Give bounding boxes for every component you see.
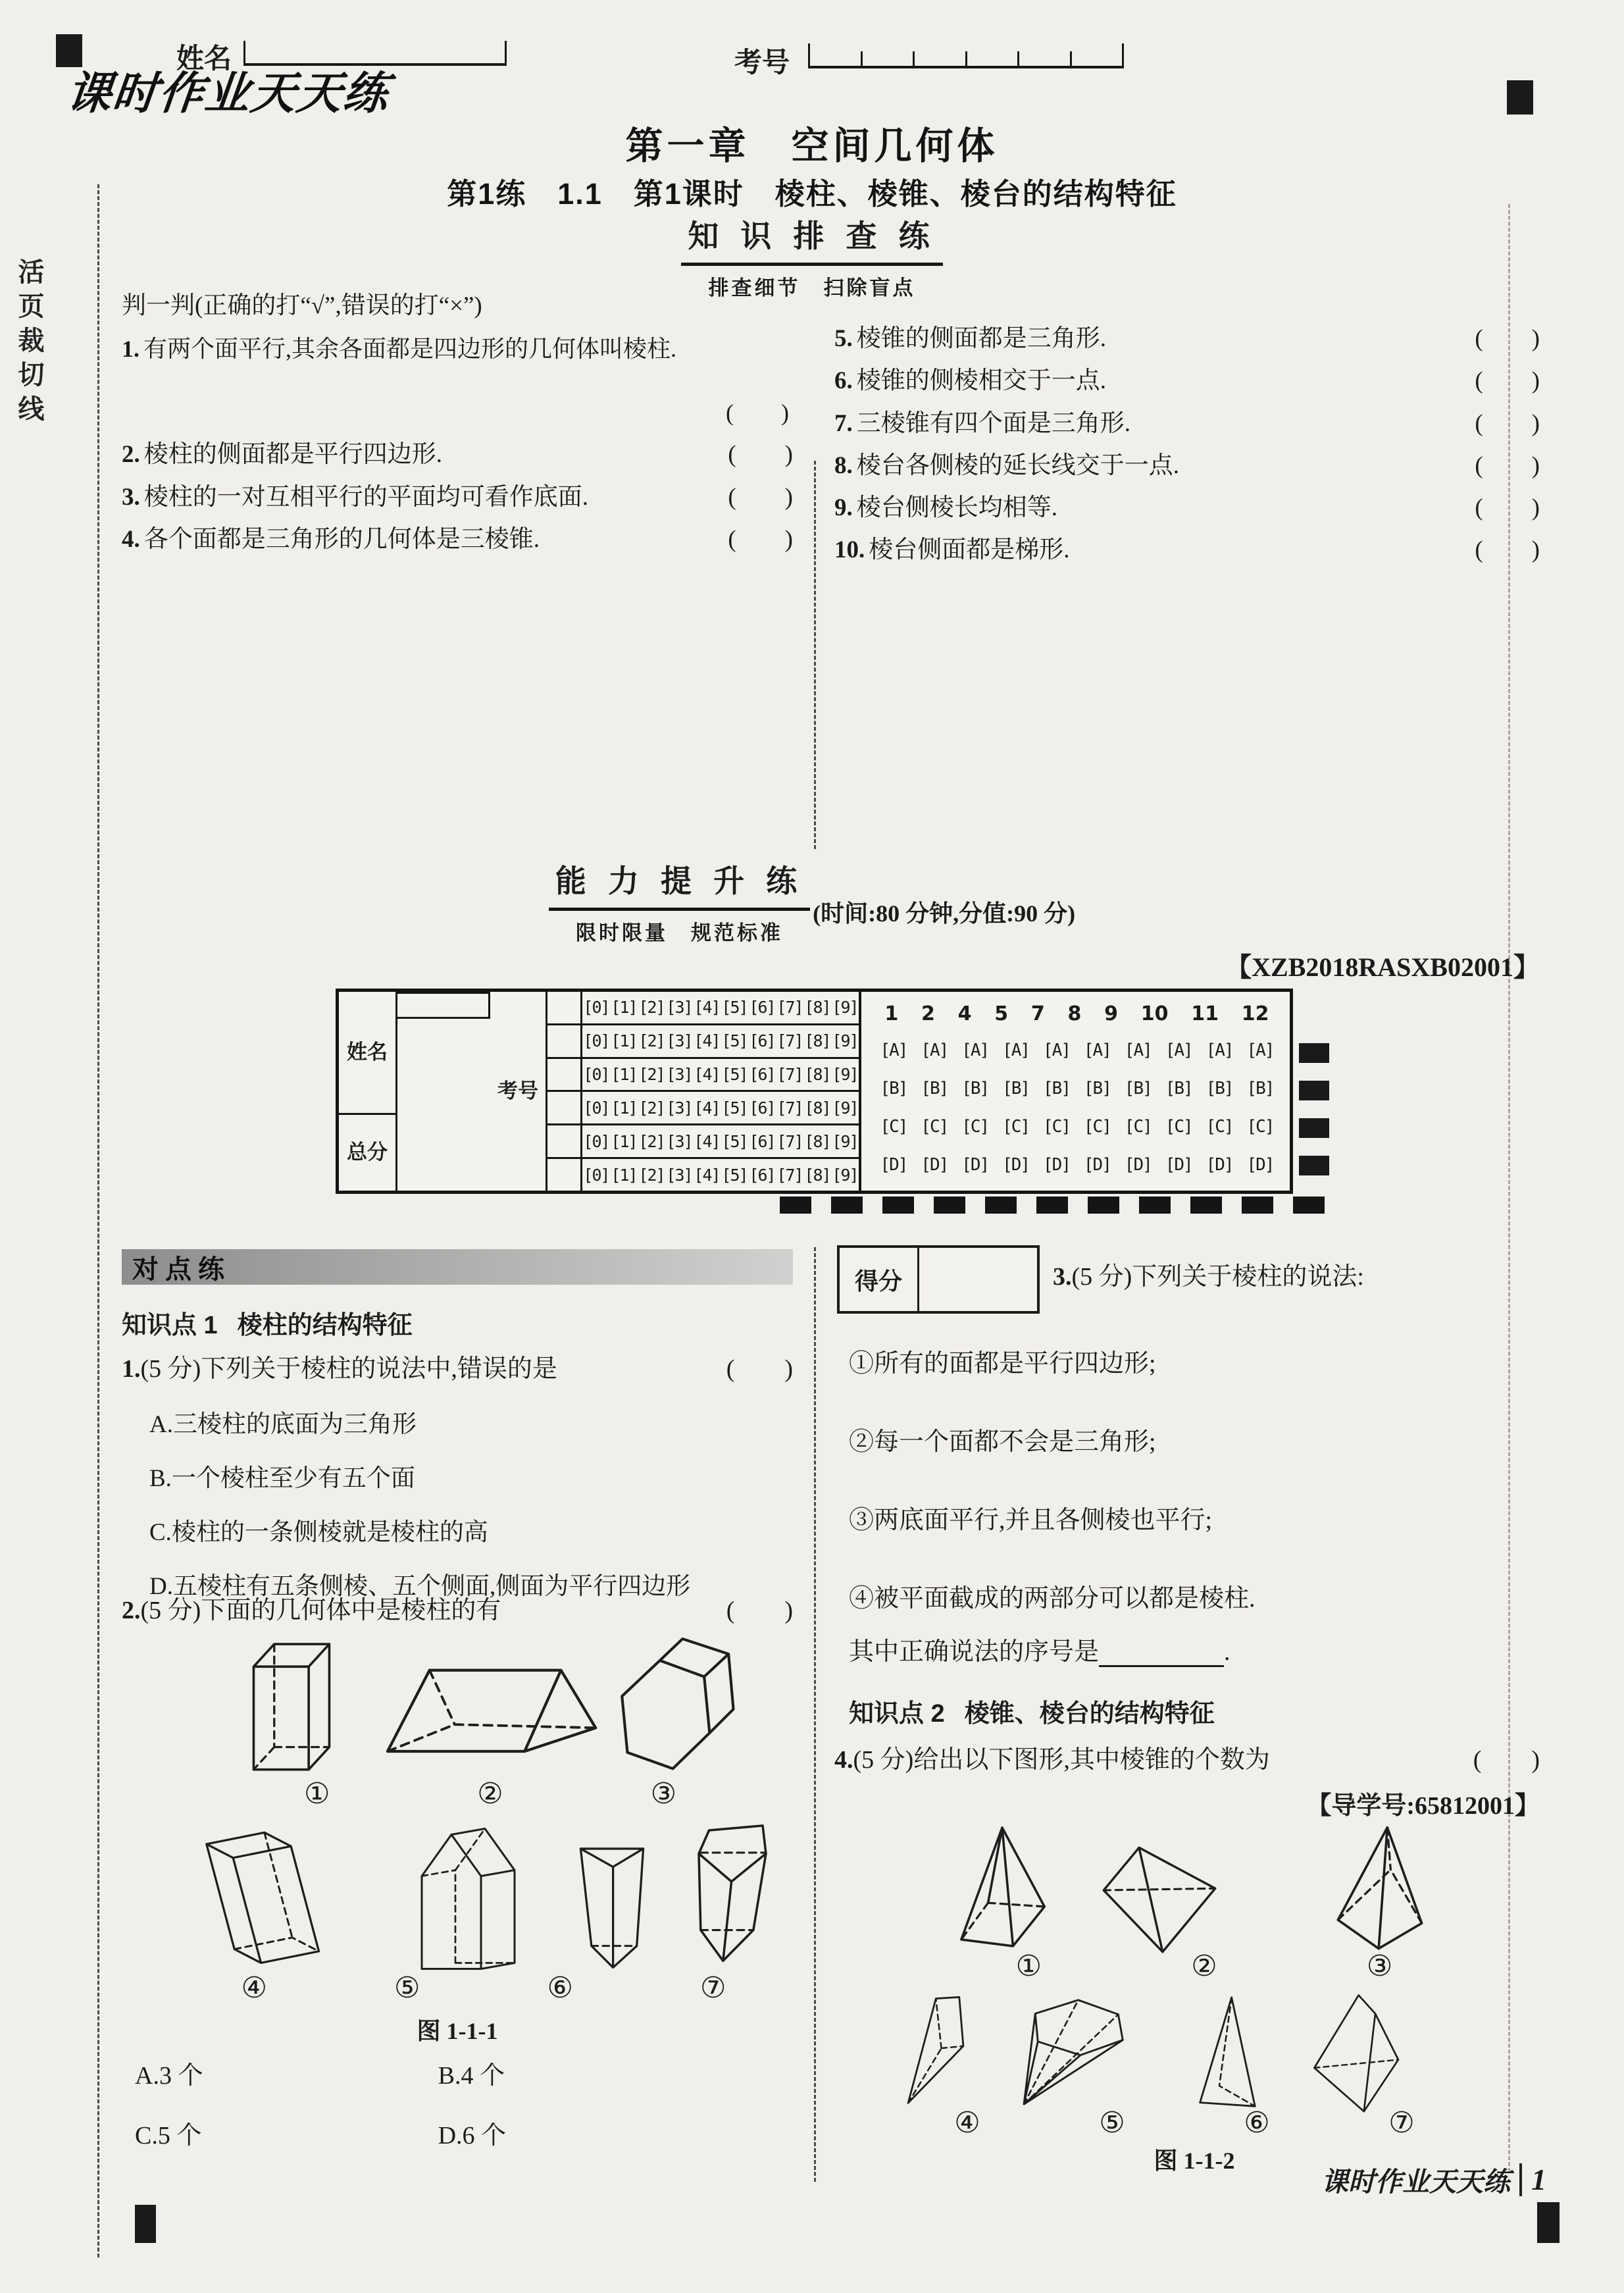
- option-bubble: [C]: [1165, 1117, 1192, 1137]
- option-bubble: [C]: [1246, 1117, 1274, 1137]
- figure-label: ⑤: [1099, 2107, 1125, 2139]
- digit-bubble: [5]: [721, 1031, 748, 1051]
- digit-row: [582, 1025, 859, 1059]
- figure-pyramid-3: [1331, 1822, 1429, 1953]
- ability-subtitle: 限时限量 规范标准: [576, 921, 783, 944]
- timing-mark-row: [780, 1197, 1326, 1214]
- column-divider-bottom: [814, 1247, 816, 2182]
- sheet-exam-label: 考号: [490, 992, 547, 1191]
- registration-mark-bottom-right: [1537, 2202, 1560, 2243]
- digit-bubble: [4]: [694, 1031, 720, 1051]
- option-bubble: [D]: [1205, 1155, 1233, 1175]
- option-bubble: [B]: [1165, 1079, 1192, 1098]
- kp1-label: 知识点 1: [122, 1312, 218, 1339]
- judge-item-text: 9. 棱台侧棱长均相等.: [834, 494, 1057, 521]
- judge-item: [122, 482, 793, 513]
- figure-pyramid-6: [1196, 1993, 1259, 2110]
- judge-item-text: 10. 棱台侧面都是梯形.: [834, 536, 1070, 564]
- judge-item: [834, 493, 1540, 523]
- answer-sheet-right: [861, 992, 1290, 1191]
- digit-bubble: [2]: [638, 1031, 665, 1051]
- judge-item-1: [122, 334, 793, 364]
- digit-bubble: [1]: [611, 1098, 637, 1118]
- knowledge-check-subtitle: 排查细节 扫除盲点: [708, 276, 916, 299]
- knowledge-point-1: [122, 1304, 413, 1341]
- statement: ②每一个面都不会是三角形;: [849, 1428, 1156, 1456]
- answer-option: A.3 个: [135, 2062, 203, 2090]
- question-1-options: [149, 1404, 793, 1601]
- option-bubble: [D]: [921, 1155, 948, 1175]
- option-bubble: [B]: [1002, 1079, 1030, 1098]
- digit-row: [582, 1092, 859, 1125]
- digit-bubble: [8]: [804, 1065, 830, 1085]
- knowledge-point-2: [849, 1693, 1215, 1729]
- digit-row: [582, 1159, 859, 1191]
- digit-bubble: [5]: [721, 1065, 748, 1085]
- judge-item: [122, 440, 793, 470]
- option-bubble: [A]: [1043, 1041, 1070, 1060]
- option-bubble: [D]: [961, 1155, 989, 1175]
- figure-1-1-1-caption: 图 1-1-1: [417, 2018, 498, 2044]
- statement: ①所有的面都是平行四边形;: [849, 1350, 1156, 1378]
- question-number: 10: [1140, 1002, 1169, 1025]
- chapter-title: 第一章 空间几何体: [625, 125, 999, 167]
- figure-label: ⑦: [700, 1972, 726, 2004]
- question-number: 7: [1030, 1002, 1045, 1025]
- digit-bubble: [7]: [776, 1131, 803, 1151]
- option-bubble: [C]: [1002, 1117, 1030, 1137]
- book-title: 课时作业天天练: [64, 68, 392, 118]
- digit-bubble: [2]: [638, 998, 665, 1018]
- digit-bubble-grid: [582, 992, 859, 1191]
- judge-item-1-paren: ( ): [726, 399, 789, 426]
- figure-label: ③: [1366, 1950, 1393, 1982]
- digit-bubble: [6]: [749, 1031, 775, 1051]
- judge-item-text: 8. 棱台各侧棱的延长线交于一点.: [834, 451, 1179, 479]
- option-bubble: [A]: [921, 1041, 948, 1060]
- digit-bubble: [9]: [832, 1165, 858, 1185]
- option-bubble: [D]: [880, 1155, 907, 1175]
- answer-option: D.6 个: [438, 2122, 507, 2150]
- option-bubble: [C]: [1083, 1117, 1111, 1137]
- option: B.一个棱柱至少有五个面: [149, 1465, 415, 1492]
- question-4-stem: 4.(5 分)给出以下图形,其中棱锥的个数为: [834, 1746, 1270, 1774]
- page-number: 1: [1531, 2163, 1546, 2196]
- question-number: 12: [1241, 1002, 1269, 1025]
- digit-bubble: [3]: [666, 1065, 692, 1085]
- answer-option: C.5 个: [135, 2122, 202, 2150]
- digit-bubble: [8]: [804, 1098, 830, 1118]
- answer-paren: ( ): [1475, 494, 1540, 521]
- answer-paren: ( ): [1475, 536, 1540, 564]
- digit-row: [582, 1125, 859, 1159]
- question-2: [122, 1589, 793, 1626]
- answer-paren: ( ): [726, 1597, 793, 1624]
- option-row-a: [873, 1031, 1281, 1069]
- option-bubble: [C]: [1205, 1117, 1233, 1137]
- figure-label: ①: [303, 1778, 330, 1810]
- paper-code: 【XZB2018RASXB02001】: [1225, 952, 1540, 982]
- score-box-value: [919, 1248, 1037, 1311]
- option-bubble: [A]: [961, 1041, 989, 1060]
- option-bubble: [B]: [1205, 1079, 1233, 1098]
- question-3-statements: [849, 1343, 1540, 1656]
- digit-bubble: [2]: [638, 1098, 665, 1118]
- judge-item: [834, 324, 1540, 354]
- judge-item-text: 5. 棱锥的侧面都是三角形.: [834, 325, 1106, 352]
- figure-1-1-2-caption: 图 1-1-2: [1154, 2148, 1235, 2174]
- digit-bubble: [1]: [611, 1031, 637, 1051]
- digit-bubble: [0]: [583, 1165, 609, 1185]
- figure-prism-7: [676, 1822, 788, 1967]
- question-2-stem: 2.(5 分)下面的几何体中是棱柱的有: [122, 1597, 501, 1624]
- digit-bubble: [4]: [694, 1065, 720, 1085]
- digit-bubble: [4]: [694, 998, 720, 1018]
- digit-bubble: [3]: [666, 1098, 692, 1118]
- question-number: 8: [1067, 1002, 1082, 1025]
- left-cut-line: [97, 184, 99, 2257]
- digit-row: [582, 1059, 859, 1093]
- option-bubble: [B]: [1124, 1079, 1152, 1098]
- score-box: [837, 1245, 1040, 1314]
- figure-pyramid-1: [953, 1822, 1052, 1953]
- figure-labels-row: [895, 2106, 1474, 2140]
- option-bubble: [C]: [880, 1117, 907, 1137]
- kp2-title: 棱锥、棱台的结构特征: [964, 1700, 1215, 1728]
- option: A.三棱柱的底面为三角形: [149, 1411, 417, 1438]
- option-bubble: [B]: [880, 1079, 907, 1098]
- digit-bubble: [8]: [804, 1165, 830, 1185]
- option-row-c: [873, 1108, 1281, 1146]
- ability-time-score: (时间:80 分钟,分值:90 分): [813, 900, 1076, 927]
- digit-bubble: [9]: [832, 1065, 858, 1085]
- answer-sheet-label-column: [339, 992, 397, 1191]
- option-bubble: [D]: [1246, 1155, 1274, 1175]
- answer-paren: ( ): [1473, 1746, 1540, 1774]
- footer-divider: [1519, 2163, 1522, 2196]
- digit-bubble: [1]: [611, 998, 637, 1018]
- judge-item-text: 7. 三棱锥有四个面是三角形.: [834, 409, 1130, 437]
- digit-bubble: [4]: [694, 1165, 720, 1185]
- sheet-name-label: 姓名: [339, 992, 395, 1115]
- answer-paren: ( ): [726, 1355, 793, 1383]
- duidian-banner-label: 对点练: [132, 1254, 231, 1284]
- option-bubble: [D]: [1165, 1155, 1192, 1175]
- timing-mark: [1299, 1118, 1329, 1138]
- digit-bubble: [6]: [749, 1065, 775, 1085]
- question-number: 5: [994, 1002, 1009, 1025]
- figure-label: ④: [954, 2107, 980, 2139]
- question-3-stem: 3.(5 分)下列关于棱柱的说法:: [1053, 1263, 1364, 1291]
- option-bubble: [A]: [1205, 1041, 1233, 1060]
- answer-sheet: [336, 989, 1293, 1194]
- digit-bubble: [5]: [721, 998, 748, 1018]
- statement: ③两底面平行,并且各侧棱也平行;: [849, 1507, 1213, 1534]
- name-label: 姓名: [176, 43, 232, 74]
- judge-left-column: [122, 291, 793, 567]
- answer-paren: ( ): [1475, 325, 1540, 352]
- digit-bubble: [6]: [749, 998, 775, 1018]
- figure-label: ⑤: [394, 1972, 420, 2004]
- digit-bubble: [2]: [638, 1131, 665, 1151]
- digit-row: [582, 992, 859, 1025]
- digit-bubble: [3]: [666, 1031, 692, 1051]
- judge-item-text: 2. 棱柱的侧面都是平行四边形.: [122, 441, 442, 469]
- figure-label: ⑦: [1388, 2107, 1415, 2139]
- answer-blank: [1099, 1640, 1224, 1667]
- digit-bubble: [9]: [832, 1131, 858, 1151]
- statement: ④被平面截成的两部分可以都是棱柱.: [849, 1585, 1256, 1612]
- timing-mark: [1299, 1156, 1329, 1175]
- judge-right-column: [834, 324, 1540, 578]
- exam-number-line: [808, 43, 1124, 68]
- figure-labels-row: [941, 1949, 1467, 1983]
- figure-pyramid-4: [903, 1994, 969, 2107]
- option-bubble: [D]: [1002, 1155, 1030, 1175]
- digit-bubble: [9]: [832, 1031, 858, 1051]
- figure-labels-row: [230, 1777, 750, 1811]
- digit-bubble: [0]: [583, 1131, 609, 1151]
- judge-instruction: 判一判(正确的打“√”,错误的打“×”): [122, 292, 482, 319]
- digit-bubble: [9]: [832, 1098, 858, 1118]
- answer-paren: ( ): [728, 525, 793, 553]
- digit-bubble: [0]: [583, 998, 609, 1018]
- question-number: 4: [957, 1002, 972, 1025]
- digit-bubble: [7]: [776, 1065, 803, 1085]
- question-number: 1: [884, 1002, 899, 1025]
- option-row-d: [873, 1146, 1281, 1184]
- option-bubble: [B]: [1043, 1079, 1070, 1098]
- figure-label: ①: [1015, 1950, 1042, 1982]
- exam-number-label: 考号: [734, 47, 790, 78]
- digit-bubble: [6]: [749, 1098, 775, 1118]
- option-row-b: [873, 1069, 1281, 1108]
- figure-pyramid-5: [1013, 1996, 1127, 2109]
- name-fill-cell: [397, 992, 488, 994]
- answer-paren: ( ): [1475, 451, 1540, 479]
- figure-label: ⑥: [1244, 2107, 1270, 2139]
- judge-item-text: 6. 棱锥的侧棱相交于一点.: [834, 367, 1106, 395]
- digit-bubble: [5]: [721, 1098, 748, 1118]
- digit-bubble: [3]: [666, 1165, 692, 1185]
- figure-label: ②: [1191, 1950, 1217, 1982]
- timing-mark: [1299, 1081, 1329, 1100]
- answer-paren: ( ): [728, 483, 793, 511]
- judge-items-right: [834, 324, 1540, 566]
- question-4: [834, 1739, 1540, 1775]
- option: C.棱柱的一条侧棱就是棱柱的高: [149, 1519, 488, 1546]
- digit-bubble: [5]: [721, 1165, 748, 1185]
- judge-item-text: 有两个面平行,其余各面都是四边形的几何体叫棱柱.: [143, 336, 677, 363]
- question-1: [122, 1348, 793, 1620]
- option-bubble: [A]: [1246, 1041, 1274, 1060]
- answer-paren: ( ): [728, 441, 793, 469]
- option-bubble: [A]: [1083, 1041, 1111, 1060]
- exam-digit-fill-column: [547, 992, 582, 1191]
- answer-sheet-fill-column: [397, 992, 490, 1019]
- guide-number: 【导学号:65812001】: [1306, 1792, 1540, 1820]
- answer-paren: ( ): [1475, 409, 1540, 437]
- figure-label: ④: [241, 1972, 267, 2004]
- conclusion-text: 其中正确说法的序号是: [849, 1638, 1100, 1666]
- digit-bubble: [8]: [804, 998, 830, 1018]
- figure-label: ②: [477, 1778, 503, 1810]
- digit-bubble: [6]: [749, 1131, 775, 1151]
- figure-label: ③: [650, 1778, 677, 1810]
- digit-bubble: [0]: [583, 1031, 609, 1051]
- footer-brand: 课时作业天天练: [1321, 2167, 1510, 2197]
- figure-pyramid-7: [1311, 1992, 1403, 2114]
- timing-mark: [1299, 1043, 1329, 1063]
- ability-header: [0, 857, 1624, 946]
- judge-item: [834, 409, 1540, 439]
- page-footer: [1178, 2160, 1546, 2199]
- column-divider-top: [814, 461, 816, 849]
- judge-item-text: 4. 各个面都是三角形的几何体是三棱锥.: [122, 525, 540, 553]
- question-number: 2: [921, 1002, 935, 1025]
- digit-bubble: [2]: [638, 1165, 665, 1185]
- option-bubble: [C]: [961, 1117, 989, 1137]
- knowledge-check-title: 知 识 排 查 练: [681, 212, 942, 266]
- judge-item: [122, 525, 793, 555]
- option-bubble: [A]: [880, 1041, 907, 1060]
- kp2-label: 知识点 2: [849, 1700, 945, 1728]
- option-bubble: [B]: [921, 1079, 948, 1098]
- ability-title: 能 力 提 升 练: [549, 857, 810, 911]
- option-bubble: [B]: [1083, 1079, 1111, 1098]
- digit-bubble: [8]: [804, 1131, 830, 1151]
- judge-item: [834, 451, 1540, 481]
- question-3-conclusion: [849, 1631, 1231, 1667]
- digit-bubble: [4]: [694, 1131, 720, 1151]
- score-box-label: 得分: [840, 1248, 919, 1311]
- figure-labels-row: [178, 1971, 790, 2005]
- registration-mark-top-right: [1507, 80, 1533, 115]
- digit-bubble: [7]: [776, 1165, 803, 1185]
- lesson-title: 第1练 1.1 第1课时 棱柱、棱锥、棱台的结构特征: [447, 177, 1177, 211]
- period: .: [1224, 1638, 1231, 1666]
- option-bubble: [A]: [1002, 1041, 1030, 1060]
- answer-option: B.4 个: [438, 2062, 505, 2090]
- option-bubble: [C]: [1124, 1117, 1152, 1137]
- registration-mark-bottom-left: [135, 2205, 156, 2243]
- digit-bubble: [0]: [583, 1098, 609, 1118]
- answer-paren: ( ): [1475, 367, 1540, 395]
- question-1-stem: 1.(5 分)下列关于棱柱的说法中,错误的是: [122, 1355, 557, 1383]
- option-bubble: [D]: [1083, 1155, 1111, 1175]
- digit-bubble: [9]: [832, 998, 858, 1018]
- option: D.五棱柱有五条侧棱、五个侧面,侧面为平行四边形: [149, 1573, 691, 1600]
- option-bubble: [A]: [1124, 1041, 1152, 1060]
- answer-sheet-left: [339, 992, 861, 1191]
- digit-bubble: [5]: [721, 1131, 748, 1151]
- option-bubble: [B]: [961, 1079, 989, 1098]
- knowledge-check-header: [0, 212, 1624, 301]
- digit-bubble: [7]: [776, 998, 803, 1018]
- cut-line-label: 活页裁切线: [14, 258, 43, 429]
- digit-bubble: [0]: [583, 1065, 609, 1085]
- judge-item: [834, 535, 1540, 565]
- question-2-answers: [135, 2055, 780, 2175]
- digit-bubble: [7]: [776, 1031, 803, 1051]
- judge-item-text: 3. 棱柱的一对互相平行的平面均可看作底面.: [122, 483, 588, 511]
- digit-bubble: [3]: [666, 998, 692, 1018]
- sheet-total-label: 总分: [347, 1141, 388, 1164]
- figure-prism-6: [567, 1818, 657, 1972]
- digit-bubble: [1]: [611, 1065, 637, 1085]
- option-bubble: [D]: [1043, 1155, 1070, 1175]
- duidian-banner: [122, 1249, 793, 1285]
- digit-bubble: [1]: [611, 1165, 637, 1185]
- judge-items-left: [122, 440, 793, 555]
- digit-bubble: [7]: [776, 1098, 803, 1118]
- digit-bubble: [6]: [749, 1165, 775, 1185]
- digit-bubble: [3]: [666, 1131, 692, 1151]
- kp1-title: 棱柱的结构特征: [237, 1312, 413, 1339]
- figure-prism-1: [237, 1626, 349, 1777]
- digit-bubble: [4]: [694, 1098, 720, 1118]
- digit-bubble: [1]: [611, 1131, 637, 1151]
- judge-item: [834, 366, 1540, 396]
- digit-bubble: [2]: [638, 1065, 665, 1085]
- question-number-row: [873, 996, 1281, 1031]
- question-number: 11: [1191, 1002, 1219, 1025]
- figure-label: ⑥: [547, 1972, 573, 2004]
- judge-item-number: 1.: [122, 336, 140, 363]
- option-bubble: [C]: [1043, 1117, 1070, 1137]
- digit-bubble: [8]: [804, 1031, 830, 1051]
- figure-pyramid-2: [1094, 1835, 1225, 1957]
- option-bubble: [B]: [1246, 1079, 1274, 1098]
- option-bubble: [A]: [1165, 1041, 1192, 1060]
- question-number: 9: [1104, 1002, 1118, 1025]
- figure-prism-2: [376, 1662, 600, 1763]
- figure-prism-5: [400, 1816, 519, 1973]
- option-bubble: [D]: [1124, 1155, 1152, 1175]
- figure-prism-3: [612, 1627, 740, 1776]
- figure-prism-4: [183, 1820, 324, 1969]
- option-bubble: [C]: [921, 1117, 948, 1137]
